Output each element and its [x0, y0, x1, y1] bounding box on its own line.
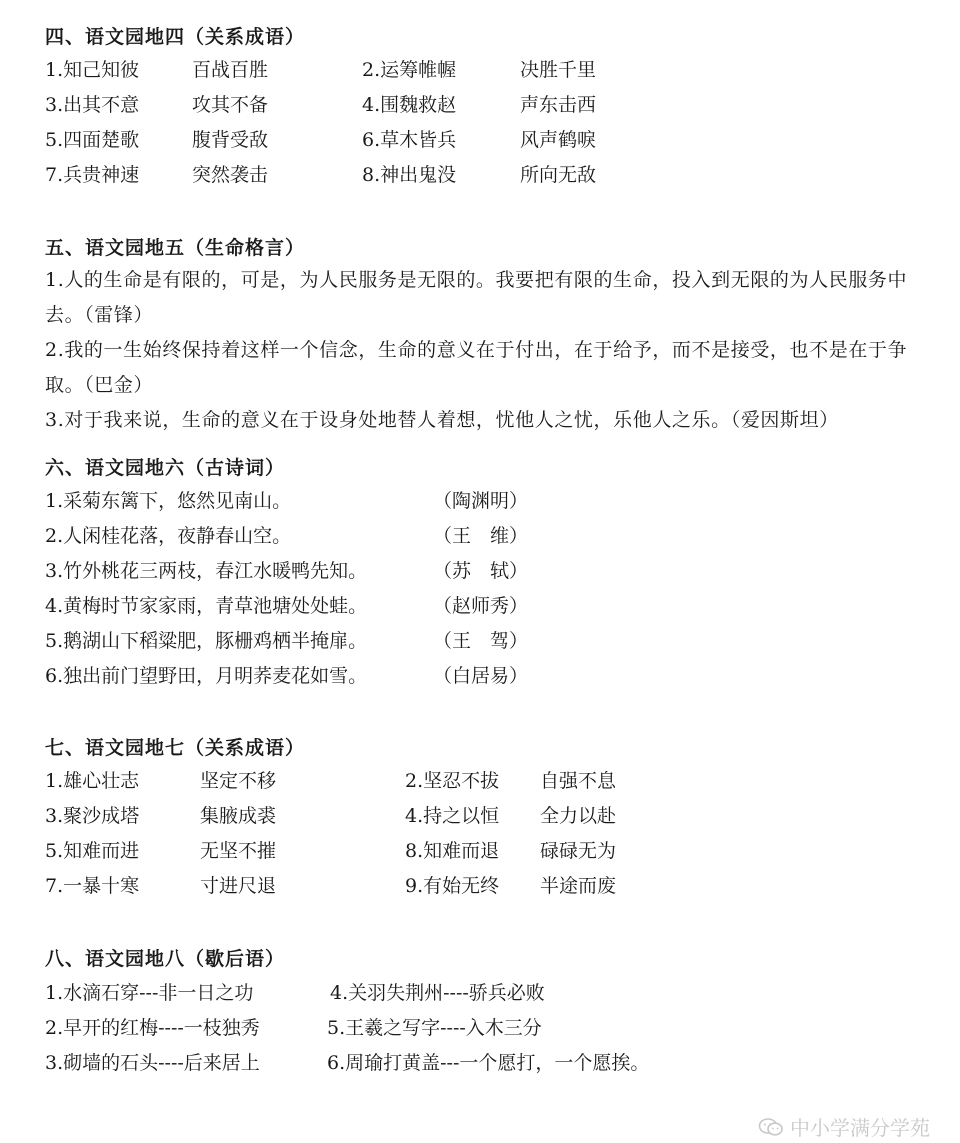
xiehouyu-item: 1.水滴石穿---非一日之功	[45, 982, 254, 1004]
idiom-cell: 自强不息	[540, 770, 617, 792]
section-4-title: 四、语文园地四（关系成语）	[45, 26, 306, 48]
idiom-cell: 9.有始无终	[405, 875, 500, 897]
poem-line: 3.竹外桃花三两枝，春江水暖鸭先知。	[45, 560, 368, 582]
idiom-cell: 3.出其不意	[45, 94, 140, 116]
idiom-cell: 2.运筹帷幄	[362, 59, 457, 81]
quote-3: 3.对于我来说，生命的意义在于设身处地替人着想，忧他人之忧，乐他人之乐。（爱因斯坦）	[45, 409, 839, 431]
idiom-cell: 寸进尺退	[200, 875, 277, 897]
watermark-text: 中小学满分学苑	[790, 1116, 930, 1140]
idiom-cell: 1.雄心壮志	[45, 770, 140, 792]
poem-author: （白居易）	[433, 665, 529, 687]
poem-author: （王 维）	[433, 525, 529, 547]
poem-author: （苏 轼）	[433, 560, 529, 582]
idiom-cell: 半途而废	[540, 875, 617, 897]
idiom-cell: 突然袭击	[192, 164, 269, 186]
xiehouyu-item: 6.周瑜打黄盖---一个愿打，一个愿挨。	[327, 1052, 650, 1074]
idiom-cell: 1.知己知彼	[45, 59, 140, 81]
idiom-cell: 坚定不移	[200, 770, 277, 792]
idiom-cell: 百战百胜	[192, 59, 269, 81]
poem-line: 2.人闲桂花落，夜静春山空。	[45, 525, 292, 547]
idiom-cell: 风声鹤唳	[520, 129, 597, 151]
section-5-title: 五、语文园地五（生命格言）	[45, 237, 306, 259]
xiehouyu-item: 2.早开的红梅----一枝独秀	[45, 1017, 260, 1039]
wechat-icon	[758, 1117, 784, 1137]
xiehouyu-item: 5.王羲之写字----入木三分	[327, 1017, 542, 1039]
poem-author: （陶渊明）	[433, 490, 529, 512]
xiehouyu-item: 4.关羽失荆州----骄兵必败	[330, 982, 545, 1004]
watermark	[758, 1112, 930, 1141]
poem-line: 4.黄梅时节家家雨，青草池塘处处蛙。	[45, 595, 368, 617]
idiom-cell: 6.草木皆兵	[362, 129, 457, 151]
idiom-cell: 集腋成裘	[200, 805, 277, 827]
idiom-cell: 攻其不备	[192, 94, 269, 116]
idiom-cell: 无坚不摧	[200, 840, 277, 862]
idiom-cell: 声东击西	[520, 94, 597, 116]
idiom-cell: 3.聚沙成塔	[45, 805, 140, 827]
idiom-cell: 8.知难而退	[405, 840, 500, 862]
poem-author: （王 驾）	[433, 630, 529, 652]
idiom-cell: 2.坚忍不拔	[405, 770, 500, 792]
poem-author: （赵师秀）	[433, 595, 529, 617]
idiom-cell: 4.围魏救赵	[362, 94, 457, 116]
xiehouyu-item: 3.砌墙的石头----后来居上	[45, 1052, 260, 1074]
idiom-cell: 腹背受敌	[192, 129, 269, 151]
poem-line: 6.独出前门望野田，月明荞麦花如雪。	[45, 665, 368, 687]
idiom-cell: 7.兵贵神速	[45, 164, 140, 186]
idiom-cell: 7.一暴十寒	[45, 875, 140, 897]
idiom-cell: 决胜千里	[520, 59, 597, 81]
poem-line: 1.采菊东篱下，悠然见南山。	[45, 490, 292, 512]
quote-1: 1.人的生命是有限的，可是，为人民服务是无限的。我要把有限的生命，投入到无限的为人民服务中去。（雷锋）	[45, 269, 908, 326]
idiom-cell: 全力以赴	[540, 805, 617, 827]
section-7-title: 七、语文园地七（关系成语）	[45, 737, 306, 759]
idiom-cell: 碌碌无为	[540, 840, 617, 862]
idiom-cell: 4.持之以恒	[405, 805, 500, 827]
idiom-cell: 所向无敌	[520, 164, 597, 186]
idiom-cell: 8.神出鬼没	[362, 164, 457, 186]
quote-2: 2.我的一生始终保持着这样一个信念，生命的意义在于付出，在于给予，而不是接受，也不是在于争取。（巴金）	[45, 339, 908, 396]
idiom-cell: 5.知难而进	[45, 840, 140, 862]
section-8-title: 八、语文园地八（歇后语）	[45, 948, 286, 970]
section-6-title: 六、语文园地六（古诗词）	[45, 457, 286, 479]
idiom-cell: 5.四面楚歌	[45, 129, 140, 151]
poem-line: 5.鹅湖山下稻粱肥，豚栅鸡栖半掩扉。	[45, 630, 368, 652]
